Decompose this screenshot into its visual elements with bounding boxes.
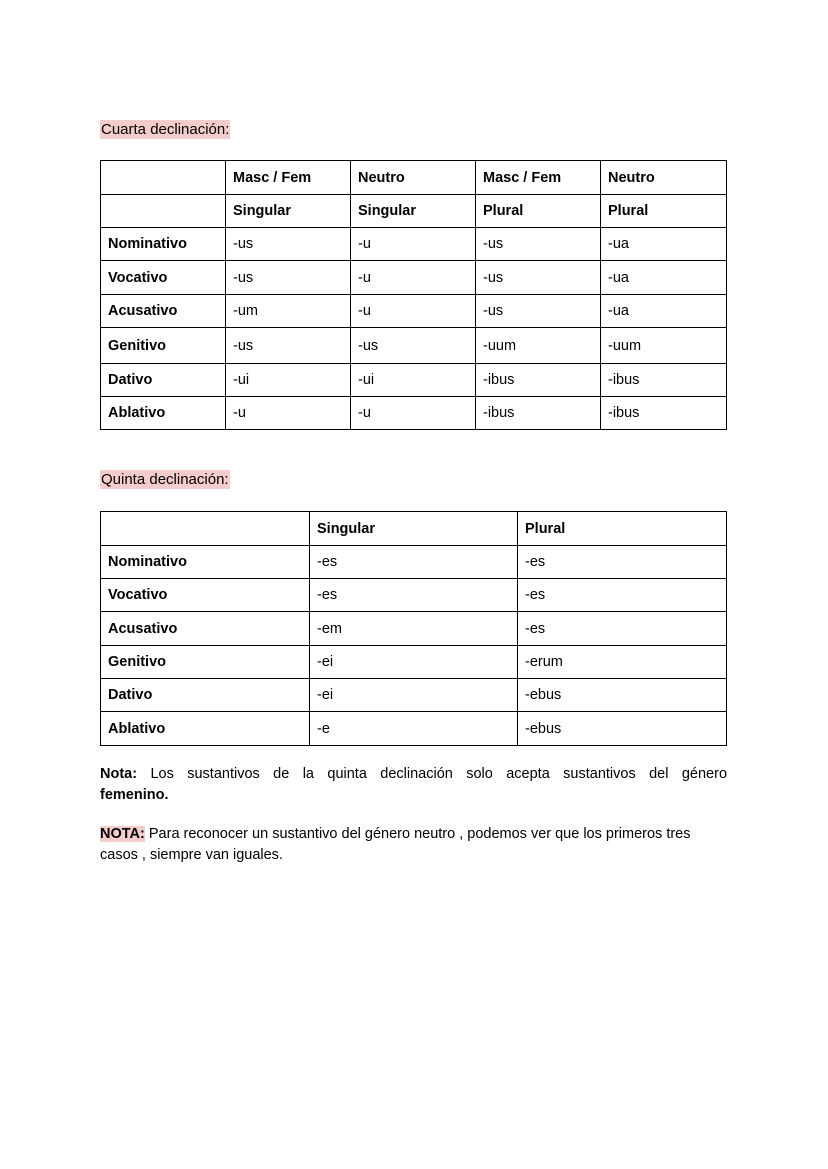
case-label: Dativo xyxy=(101,364,226,397)
ending-cell: -e xyxy=(310,712,518,746)
quinta-header-cell: Plural xyxy=(518,512,727,546)
ending-cell: -u xyxy=(351,295,476,328)
table-row xyxy=(101,397,727,430)
ending-cell: -es xyxy=(310,579,518,612)
quinta-header-row xyxy=(101,512,727,546)
case-label: Nominativo xyxy=(101,228,226,261)
cuarta-header-row-1 xyxy=(101,161,727,195)
cuarta-header-cell: Masc / Fem xyxy=(476,161,601,195)
table-row xyxy=(101,579,727,612)
ending-cell: -ui xyxy=(226,364,351,397)
ending-cell: -u xyxy=(351,228,476,261)
ending-cell: -ui xyxy=(351,364,476,397)
ending-cell: -es xyxy=(310,546,518,579)
nota-2-text: Para reconocer un sustantivo del género neutro , podemos ver que los primeros tres casos , siempre van iguales. xyxy=(100,826,691,863)
table-row xyxy=(101,679,727,712)
ending-cell: -us xyxy=(226,328,351,364)
ending-cell: -us xyxy=(351,328,476,364)
nota-paragraph-end xyxy=(100,785,727,806)
case-label: Ablativo xyxy=(101,712,310,746)
cuarta-heading: Cuarta declinación: xyxy=(101,121,230,138)
case-label: Dativo xyxy=(101,679,310,712)
cuarta-header-cell: Plural xyxy=(601,195,727,228)
case-label: Genitivo xyxy=(101,646,310,679)
ending-cell: -ebus xyxy=(518,712,727,746)
ending-cell: -es xyxy=(518,579,727,612)
nota-text: Los sustantivos de la quinta declinación solo acepta sustantivos del género xyxy=(150,766,728,782)
cuarta-header-cell xyxy=(101,195,226,228)
table-row xyxy=(101,646,727,679)
nota-2-label: NOTA: xyxy=(100,826,145,842)
quinta-header-cell xyxy=(101,512,310,546)
quinta-table xyxy=(100,511,727,746)
ending-cell: -erum xyxy=(518,646,727,679)
quinta-header-cell: Singular xyxy=(310,512,518,546)
cuarta-header-cell: Plural xyxy=(476,195,601,228)
cuarta-header-cell: Neutro xyxy=(351,161,476,195)
ending-cell: -u xyxy=(351,261,476,295)
nota-bold-end: femenino. xyxy=(100,787,169,803)
ending-cell: -u xyxy=(351,397,476,430)
cuarta-table xyxy=(100,160,727,430)
ending-cell: -em xyxy=(310,612,518,646)
cuarta-header-row-2 xyxy=(101,195,727,228)
case-label: Ablativo xyxy=(101,397,226,430)
table-row xyxy=(101,261,727,295)
table-row xyxy=(101,364,727,397)
ending-cell: -ua xyxy=(601,228,727,261)
ending-cell: -us xyxy=(476,261,601,295)
ending-cell: -ebus xyxy=(518,679,727,712)
ending-cell: -us xyxy=(226,228,351,261)
ending-cell: -um xyxy=(226,295,351,328)
case-label: Acusativo xyxy=(101,295,226,328)
ending-cell: -u xyxy=(226,397,351,430)
ending-cell: -us xyxy=(476,228,601,261)
nota-2-paragraph xyxy=(100,824,727,866)
cuarta-header-cell: Masc / Fem xyxy=(226,161,351,195)
ending-cell: -ibus xyxy=(601,397,727,430)
case-label: Vocativo xyxy=(101,261,226,295)
table-row xyxy=(101,328,727,364)
nota-paragraph xyxy=(100,764,727,785)
ending-cell: -ei xyxy=(310,679,518,712)
case-label: Nominativo xyxy=(101,546,310,579)
ending-cell: -ua xyxy=(601,295,727,328)
cuarta-header-cell: Neutro xyxy=(601,161,727,195)
ending-cell: -us xyxy=(476,295,601,328)
case-label: Genitivo xyxy=(101,328,226,364)
table-row xyxy=(101,612,727,646)
ending-cell: -uum xyxy=(601,328,727,364)
cuarta-header-cell: Singular xyxy=(351,195,476,228)
ending-cell: -ibus xyxy=(476,397,601,430)
ending-cell: -ua xyxy=(601,261,727,295)
table-row xyxy=(101,228,727,261)
ending-cell: -ibus xyxy=(601,364,727,397)
table-row xyxy=(101,712,727,746)
ending-cell: -ei xyxy=(310,646,518,679)
ending-cell: -ibus xyxy=(476,364,601,397)
table-row xyxy=(101,295,727,328)
case-label: Acusativo xyxy=(101,612,310,646)
ending-cell: -es xyxy=(518,612,727,646)
ending-cell: -us xyxy=(226,261,351,295)
nota-label: Nota: xyxy=(100,766,138,782)
table-row xyxy=(101,546,727,579)
ending-cell: -uum xyxy=(476,328,601,364)
case-label: Vocativo xyxy=(101,579,310,612)
cuarta-header-cell: Singular xyxy=(226,195,351,228)
quinta-heading: Quinta declinación: xyxy=(101,471,229,488)
ending-cell: -es xyxy=(518,546,727,579)
cuarta-header-cell xyxy=(101,161,226,195)
